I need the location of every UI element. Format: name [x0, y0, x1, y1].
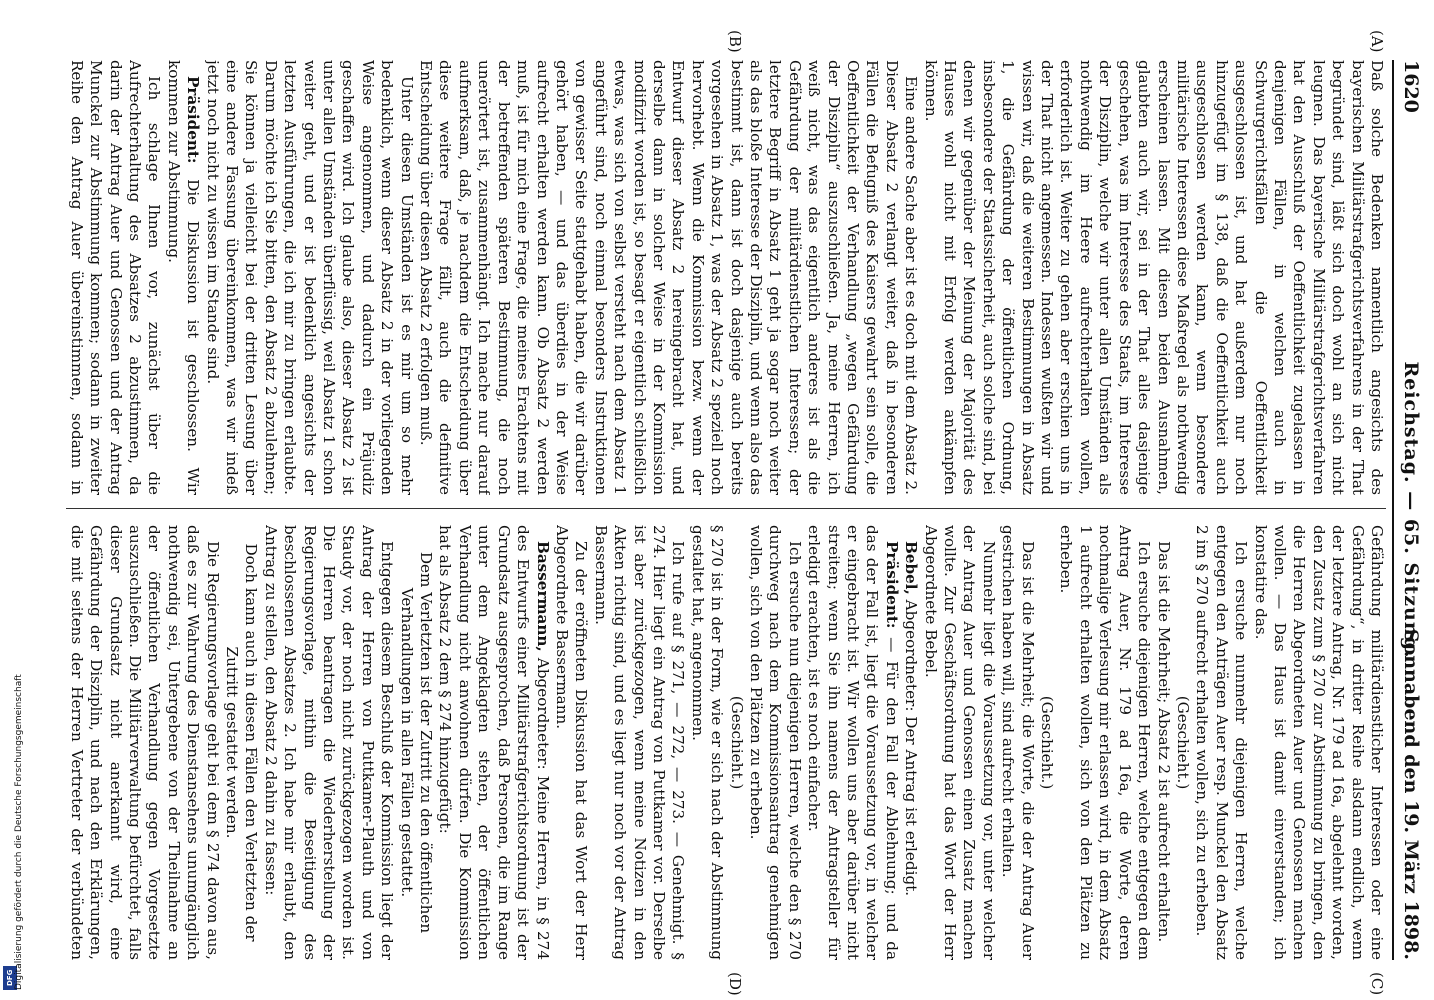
body-paragraph: Ich ersuche nun diejenigen Herren, welche den § 270 durchweg nach dem Kommissionsantrag genehmigen wollen, sich von den Plätzen zu erheben. [747, 525, 804, 960]
body-paragraph: (Geschieht.) [727, 695, 746, 790]
column-divider [66, 508, 1386, 509]
body-paragraph: Das ist die Mehrheit; Absatz 2 ist aufrecht erhalten. [1154, 541, 1173, 943]
body-paragraph: Präsident: Die Diskussion ist geschlossen. Wir kommen zur Abstimmung. [164, 60, 203, 495]
body-paragraph: (Geschieht.) [1038, 695, 1057, 790]
dfg-logo: DFG [3, 966, 17, 990]
body-paragraph: Gefährdung militärdienstlicher Interessen oder eine Gefährdung“, in dritter Reihe alsdann endlich, wenn der letztere Antrag, Nr. 179 ad 16a, abgelehnt worden, den Zusatz zum § 270 zur Abstimmung zu bringen, den die Herren Abgeordneten Auer und Genossen machen wollen. — Das Haus ist damit einverstanden; ich konstatire das. [1251, 525, 1386, 960]
speaker-name: Präsident: [184, 76, 203, 164]
body-paragraph: Zu der eröffneten Diskussion hat das Wort der Herr Abgeordnete Bassermann. [552, 525, 591, 960]
speaker-name: Präsident: [882, 541, 901, 629]
right-text-column [66, 525, 1386, 960]
body-paragraph: Ich schlage Ihnen vor, zunächst über die Aufrechterhaltung des Absatzes 2 abzustimmen, da darin der Antrag Auer und Genossen und der Antrag Munckel zur Abstimmung kommen; sodann in zweiter Reihe den Antrag Auer übereinstimmen, sodann in [67, 60, 164, 495]
body-paragraph: § 270 ist in der Form, wie er sich nach der Abstimmung gestaltet hat, angenommen. [688, 525, 727, 960]
body-paragraph: Bebel, Abgeordneter: Der Antrag ist erledigt. [902, 541, 921, 897]
body-paragraph: Daß solche Bedenken namentlich angesichts des bayerischen Militärstrafgerichtsverfahrens in der That begründet sind, läßt sich doch wohl an sich nicht leugnen. Das bayerische Militärstrafgerichtsverfahren hat den Ausschluß der Oeffentlichkeit zugelassen in denjenigen Fällen, in welchen auch in Schwurgerichtsfällen die Oeffentlichkeit ausgeschlossen ist, und hat außerdem nur noch hinzugefügt im § 138, daß die Oeffentlichkeit auch ausgeschlossen werden kann, wenn besondere militärische Interessen diese Maßregel als nothwendig erscheinen lassen. Mit diesen beiden Ausnahmen, glaubten auch wir, sei in der That alles dasjenige geschehen, was im Interesse des Staats, im Interesse der Disziplin, welche wir unter allen Umständen als nothwendig im Heere aufrechterhalten wollen, erforderlich ist. Weiter zu gehen aber erschien uns in der That nicht angemessen. Indessen wußten wir und wissen wir, daß die weiteren Bestimmungen in Absatz 1, die Gefährdung der öffentlichen Ordnung, insbesondere der Staatssicherheit, auch solche sind, bei denen wir gegenüber der Meinung der Majorität des Hauses wohl nicht mit Erfolg werden ankämpfen können. [921, 60, 1386, 495]
body-paragraph: Ich ersuche nunmehr diejenigen Herren, welche entgegen den Anträgen Auer resp. Munckel den Absatz 2 im § 270 aufrecht erhalten wollen, sich zu erheben. [1193, 525, 1251, 960]
running-title: Reichstag. — 65. Sitzung. [1400, 361, 1422, 659]
body-paragraph: Das ist die Mehrheit; die Worte, die der Antrag Auer gestrichen haben will, sind aufrecht erhalten. [999, 525, 1037, 960]
body-paragraph: Präsident: — Für den Fall der Ablehnung; und da das der Fall ist, liegt die Voraussetzung vor, in welcher er eingebracht ist. Wir wollen uns aber darüber nicht streiten; wenn Sie ihn namens der Antragsteller für erledigt erachten, ist es noch einfacher. [805, 525, 901, 960]
margin-marker-c: (C) [1368, 972, 1386, 996]
body-paragraph: Doch kann auch in diesen Fällen den Verletzten der Zutritt gestattet werden. [223, 543, 261, 942]
margin-marker-d: (D) [726, 972, 744, 996]
page-header [1396, 60, 1426, 960]
body-paragraph: Ich rufe auf § 271, — 272, — 273. — Genehmigt. § 274. Hier liegt ein Antrag von Puttkamer vor. Derselbe ist aber zurückgezogen, wenn meine Notizen in den Akten richtig sind, und es liegt nur noch vor der Antrag Bassermann. [591, 525, 688, 960]
body-paragraph: Unter diesen Umständen ist es mir um so mehr bedenklich, wenn dieser Absatz 2 in der vorliegenden Weise angenommen, und dadurch ein Präjudiz geschaffen wird. Ich glaube also, dieser Absatz 2 ist unter allen Umständen überflüssig, weil Absatz 1 schon weiter geht, und er ist bedenklich angesichts der letzten Ausführungen, die ich mir zu bringen erlaubte. Darum möchte ich Sie bitten, den Absatz 2 abzulehnen; Sie können ja vielleicht bei der dritten Lesung über eine andere Fassung übereinkommen, was wir indeß jetzt noch nicht zu wissen im Stande sind. [203, 60, 416, 495]
header-rule [1392, 60, 1394, 960]
footer-credit [0, 0, 24, 1000]
margin-marker-a: (A) [1368, 30, 1386, 53]
rotated-document-page [44, 0, 1434, 1000]
margin-marker-b: (B) [726, 30, 744, 53]
body-paragraph: Nunmehr liegt die Voraussetzung vor, unter welcher der Antrag Auer und Genossen einen Zusatz machen wollte. Zur Geschäftsordnung hat das Wort der Herr Abgeordnete Bebel. [921, 525, 998, 960]
left-text-column [66, 60, 1386, 495]
body-paragraph: Dem Verletzten ist der Zutritt zu den öffentlichen Verhandlungen in allen Fällen gestattet. [397, 551, 436, 934]
speaker-name: Bassermann, [533, 541, 552, 652]
page-number: 1620 [1400, 60, 1422, 113]
body-paragraph: Bassermann, Abgeordneter: Meine Herren, in § 274 des Entwurfs einer Militärstrafgerichtsordnung ist der Grundsatz ausgesprochen, daß Personen, die im Range unter dem Angeklagten stehen, der öffentlichen Verhandlung nicht anwohnen dürfen. Die Kommission hat als Absatz 2 dem § 274 hinzugefügt: [436, 525, 552, 960]
footer-credit-text: Digitalisierung gefördert durch die Deutsche Forschungsgemeinschaft [14, 674, 24, 990]
body-paragraph: Die Regierungsvorlage geht bei dem § 274 davon aus, daß es zur Wahrung des Dienstansehens unumgänglich nothwendig sei, Untergebene von der Theilnahme an der öffentlichen Verhandlung gegen Vorgesetzte auszuschließen. Die Militärverwaltung befürchtet, falls dieser Grundsatz nicht anerkannt wird, eine Gefährdung der Disziplin, und nach den Erklärungen, die mit seitens der Herren Vertreter der verbündeten [67, 525, 222, 960]
body-paragraph: Ich ersuche diejenigen Herren, welche entgegen dem Antrag Auer, Nr. 179 ad 16a, die Worte, deren nochmalige Verlesung mir erlassen wird, in dem Absatz 1 aufrecht erhalten wollen, sich von den Plätzen zu erheben. [1057, 525, 1154, 960]
body-paragraph: Eine andere Sache aber ist es doch mit dem Absatz 2. Dieser Absatz 2 verlangt weiter, daß in besonderen Fällen die Befugniß des Kaisers gewahrt sein solle, die Oeffentlichkeit der Verhandlung „wegen Gefährdung der Disziplin“ auszuschließen. Ja, meine Herren, ich weiß nicht, was das eigentlich anderes ist als die Gefährdung der militärdienstlichen Interessen; der letztere Begriff in Absatz 1 geht ja sogar noch weiter als das bloße Interesse der Disziplin, und wenn also das bestimmt ist, dann ist doch dasjenige auch bereits vorgesehen in Absatz 1, was der Absatz 2 speziell noch hervorhebt. Wenn die Kommission bezw. wenn der Entwurf dieser Absatz 2 hereingebracht hat, und derselbe dann in solcher Weise in der Kommission modifizirt worden ist, so besagt er eigentlich schließlich etwas, was sich von selbst versteht nach dem Absatz 1 angeführt sind, noch einmal besonders Instruktionen von gewisser Seite stattgehabt haben, die wir darüber gehört haben, — und das überdies in der Weise aufrecht erhalten werden kann. Ob Absatz 2 werden muß, ist für mich eine Frage, die meines Erachtens mit der betreffenden späteren Bestimmung, die noch unerörtert ist, zusammenhängt. Ich mache nur darauf aufmerksam, daß, je nachdem die Entscheidung über diese weitere Frage fällt, auch die definitive Entscheidung über diesen Absatz 2 erfolgen muß. [417, 60, 921, 495]
body-paragraph: Entgegen diesem Beschluß der Kommission liegt der Antrag der Herren von Puttkamer-Plauth und von Staudy vor, der noch nicht zurückgezogen worden ist. Die Herren beantragen die Wiederherstellung der Regierungsvorlage, mithin die Beseitigung des beschlossenen Absatzes 2. Ich habe mir erlaubt, den Antrag zu stellen, den Absatz 2 dahin zu fassen: [261, 525, 397, 960]
speaker-name: Bebel, [902, 541, 921, 595]
body-paragraph: (Geschieht.) [1173, 695, 1192, 790]
page-date: Sonnabend den 19. März 1898. [1400, 628, 1422, 960]
